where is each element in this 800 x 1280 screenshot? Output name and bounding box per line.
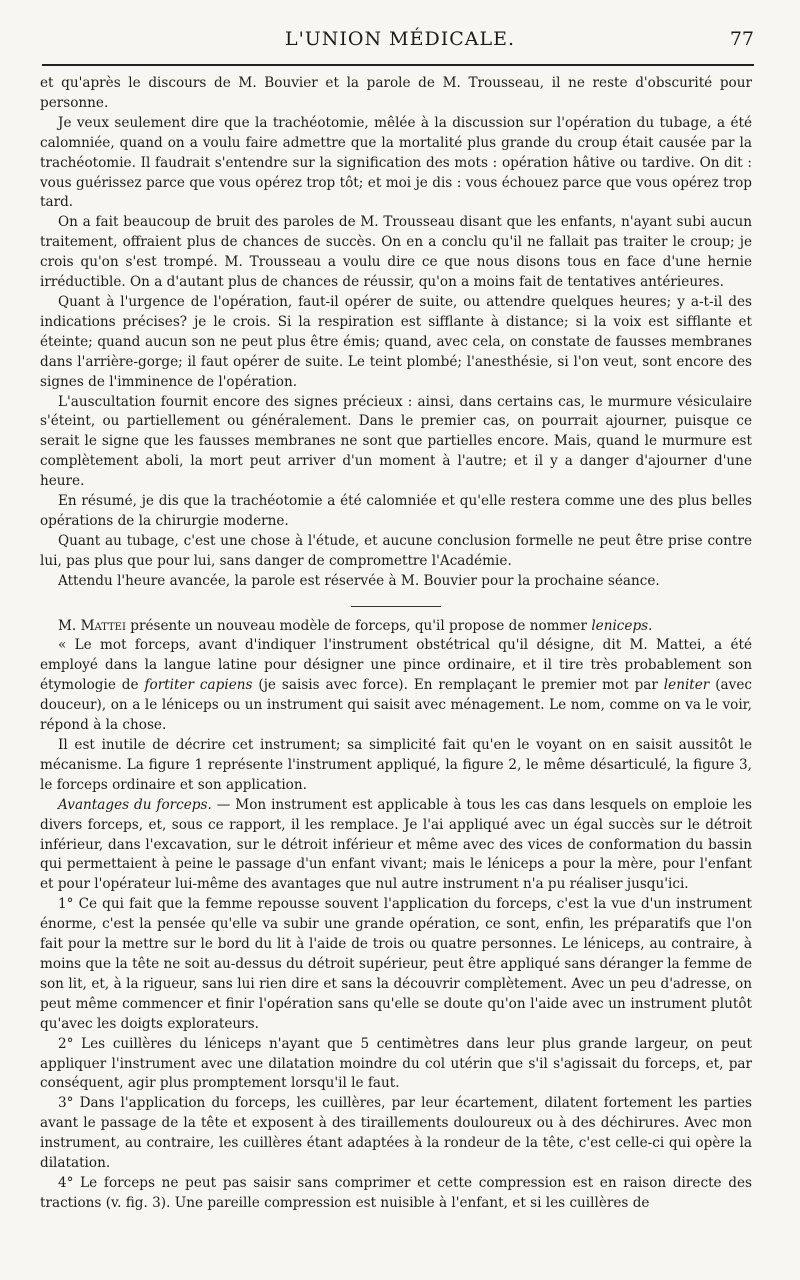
paragraph: Quant à l'urgence de l'opération, faut-il opérer de suite, ou attendre quelques heures; y a-t-il des indications précises? je le crois. Si la respiration est sifflante à distance; si la voix est sifflante et éteinte; quand aucun son ne peut plus être émis; quand, avec cela, on constate de fausses membranes dans l'arrière-gorge; il faut opérer de suite. Le teint plombé; l'anesthésie, si l'on veut, sont encore des signes de l'imminence de l'opération.	[40, 293, 752, 390]
numbered-item: 4° Le forceps ne peut pas saisir sans comprimer et cette compression est en raison directe des tractions (v. fig. 3). Une pareille compression est nuisible à l'enfant, et si les cuillères de	[40, 1174, 752, 1211]
paragraph: Attendu l'heure avancée, la parole est réservée à M. Bouvier pour la prochaine séance.	[58, 572, 660, 589]
author-name: Mattei	[80, 617, 126, 634]
advantages-heading: Avantages du forceps.	[58, 796, 212, 813]
etym-text: (je saisis avec force). En remplaçant le premier mot par	[252, 677, 664, 694]
page-number: 77	[729, 28, 754, 50]
advantages-paragraph	[40, 796, 752, 896]
paragraph: Quant au tubage, c'est une chose à l'étude, et aucune conclusion formelle ne peut être prise contre lui, pas plus que pour lui, sans danger de compromettre l'Académie.	[40, 532, 752, 569]
paragraph: L'auscultation fournit encore des signes précieux : ainsi, dans certains cas, le murmure vésiculaire s'éteint, ou partiellement ou généralement. Dans le premier cas, on pourrait ajourner, puisque ce serait le signe que les fausses membranes ne sont que partielles encore. Mais, quand le murmure est complètement aboli, la mort peut arriver d'un moment à l'autre; et il y a danger d'ajourner d'une heure.	[40, 393, 752, 490]
paragraph: et qu'après le discours de M. Bouvier et la parole de M. Trousseau, il ne reste d'obscurité pour personne.	[40, 75, 752, 111]
numbered-item: 2° Les cuillères du léniceps n'ayant que 5 centimètres dans leur plus grande largeur, on peut appliquer l'instrument avec une dilatation moindre du col utérin que s'il s'agissait du forceps, et, par conséquent, agir plus promptement lorsqu'il le faut.	[40, 1035, 752, 1092]
etym-text: (avec douceur), on a le léniceps ou un instrument qui saisit avec ménagement. Le nom, comme on va le voir, répond à la chose.	[40, 677, 752, 734]
intro-prefix: M.	[58, 617, 81, 634]
latin-word: leniter	[663, 677, 710, 694]
article-body	[40, 74, 752, 1214]
paragraph: On a fait beaucoup de bruit des paroles de M. Trousseau disant que les enfants, n'ayant subi aucun traitement, offraient plus de chances de succès. On en a conclu qu'il ne fallait pas traiter le croup; je crois qu'on s'est trompé. M. Trousseau a voulu dire ce que nous disons tous en face d'une hernie irréductible. On a d'autant plus de chances de réussir, qu'on a moins fait de tentatives antérieures.	[40, 214, 752, 291]
intro-text: présente un nouveau modèle de forceps, qu'il propose de nommer	[125, 617, 592, 634]
section-separator	[351, 606, 441, 607]
intro-suffix: .	[648, 617, 653, 634]
paragraph: Il est inutile de décrire cet instrument; sa simplicité fait qu'en le voyant on en saisit aussitôt le mécanisme. La figure 1 représente l'instrument appliqué, la figure 2, le même désarticulé, la figure 3, le forceps ordinaire et son application.	[40, 737, 752, 793]
etym-text: « Le mot forceps, avant d'indiquer l'instrument obstétrical qu'il désigne, dit M. Mattei, a été employé dans la langue latine pour désigner une pince ordinaire, et il tire très probablement son étymologie de	[40, 637, 752, 694]
journal-title: L'UNION MÉDICALE.	[284, 28, 516, 50]
paragraph: Je veux seulement dire que la trachéotomie, mêlée à la discussion sur l'opération du tubage, a été calomniée, quand on a voulu faire admettre que la mortalité plus grande du croup était causée par la trachéotomie. Il faudrait s'entendre sur la signification des mots : opération hâtive ou tardive. On dit : vous guérissez parce que vous opérez trop tôt; et moi je dis : vous échouez parce que vous opérez trop tard.	[40, 114, 752, 211]
advantages-text: — Mon instrument est applicable à tous les cas dans lesquels on emploie les divers forceps, et, sous ce rapport, il les remplace. Je l'ai appliqué avec un égal succès sur le détroit inférieur, dans l'excavation, sur le détroit inférieur et même avec des vices de conformation du bassin qui permettaient à peine le passage d'un enfant vivant; mais le léniceps a pour la mère, pour l'enfant et pour l'opérateur lui-même des avantages que nul autre instrument n'a pu réaliser jusqu'ici.	[40, 796, 752, 893]
running-header	[40, 28, 760, 64]
mattei-intro	[40, 617, 752, 637]
numbered-item: 1° Ce qui fait que la femme repousse souvent l'application du forceps, c'est la vue d'un instrument énorme, c'est la pensée qu'elle va subir une grande opération, ce sont, enfin, les préparatifs que l'on fait pour la mettre sur le bord du lit à l'aide de trois ou quatre personnes. Le léniceps, au contraire, à moins que la tête ne soit au-dessus du détroit supérieur, peut être appliqué sans déranger la femme de son lit, et, à la rigueur, sans lui rien dire et sans la découvrir complètement. Avec un peu d'adresse, on peut même commencer et finir l'opération sans qu'elle se doute qu'on l'aide avec un instrument plutôt qu'avec les doigts explorateurs.	[40, 896, 752, 1032]
paragraph: En résumé, je dis que la trachéotomie a été calomniée et qu'elle restera comme une des plus belles opérations de la chirurgie moderne.	[40, 493, 752, 529]
etymology-paragraph	[40, 636, 752, 736]
header-rule	[42, 64, 754, 66]
latin-phrase: fortiter capiens	[144, 677, 253, 694]
numbered-item: 3° Dans l'application du forceps, les cuillères, par leur écartement, dilatent fortement les parties avant le passage de la tête et exposent à des tiraillements douloureux ou à des déchirures. Avec mon instrument, au contraire, les cuillères étant adaptées à la rondeur de la tête, c'est celle-ci qui opère la dilatation.	[40, 1095, 752, 1172]
instrument-term: leniceps	[591, 617, 649, 634]
